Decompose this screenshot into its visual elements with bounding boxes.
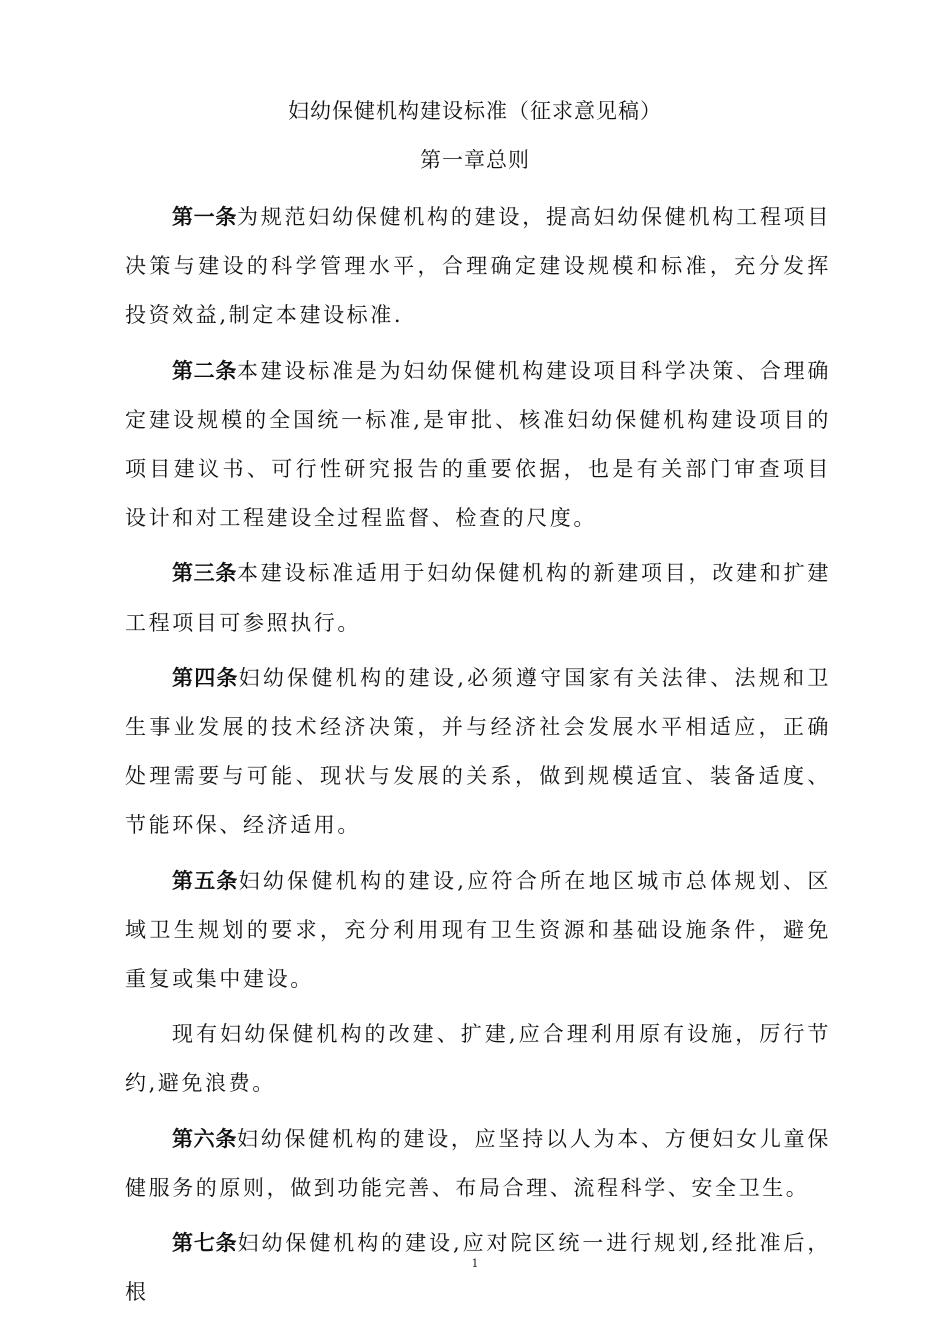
article-number: 第六条 — [172, 1126, 237, 1151]
page-number: 1 — [471, 1257, 479, 1270]
article-paragraph — [125, 549, 831, 647]
article-text: 妇幼保健机构的建设，应坚持以人为本、方便妇女儿童保健服务的原则，做到功能完善、布局合理、流程科学、安全卫生。 — [125, 1126, 831, 1200]
paragraph-text: 现有妇幼保健机构的改建、扩建,应合理利用原有设施，厉行节约,避免浪费。 — [125, 1022, 831, 1096]
article-text: 为规范妇幼保健机构的建设，提高妇幼保健机构工程项目决策与建设的科学管理水平，合理确定建设规模和标准，充分发挥投资效益,制定本建设标准. — [125, 205, 831, 328]
article-paragraph — [125, 1115, 831, 1213]
article-paragraph — [125, 347, 831, 544]
article-paragraph — [125, 857, 831, 1005]
chapter-heading: 第一章总则 — [420, 148, 530, 172]
document-body — [125, 193, 831, 1317]
article-number: 第七条 — [172, 1231, 238, 1256]
document-title: 妇幼保健机构建设标准（征求意见稿） — [288, 99, 662, 123]
article-paragraph — [125, 193, 831, 341]
article-number: 第五条 — [172, 868, 239, 893]
article-number: 第一条 — [172, 205, 237, 229]
article-text: 本建设标准适用于妇幼保健机构的新建项目，改建和扩建工程项目可参照执行。 — [125, 561, 831, 635]
article-text: 本建设标准是为妇幼保健机构建设项目科学决策、合理确定建设规模的全国统一标准,是审批、核准妇幼保健机构建设项目的项目建议书、可行性研究报告的重要依据，也是有关部门审查项目设计和对工程建设全过程监督、检查的尺度。 — [125, 358, 831, 531]
article-text: 妇幼保健机构的建设,应对院区统一进行规划,经批准后，根 — [125, 1231, 832, 1305]
article-number: 第四条 — [172, 665, 239, 690]
article-text: 妇幼保健机构的建设,应符合所在地区城市总体规划、区域卫生规划的要求，充分利用现有卫生资源和基础设施条件，避免重复或集中建设。 — [125, 868, 831, 992]
article-number: 第三条 — [172, 561, 237, 586]
article-number: 第二条 — [172, 358, 237, 383]
article-text: 妇幼保健机构的建设,必须遵守国家有关法律、法规和卫生事业发展的技术经济决策，并与经济社会发展水平相适应，正确处理需要与可能、现状与发展的关系，做到规模适宜、装备适度、节能环保、经济适用。 — [125, 665, 831, 838]
article-paragraph — [125, 654, 831, 851]
continuation-paragraph — [125, 1010, 831, 1108]
